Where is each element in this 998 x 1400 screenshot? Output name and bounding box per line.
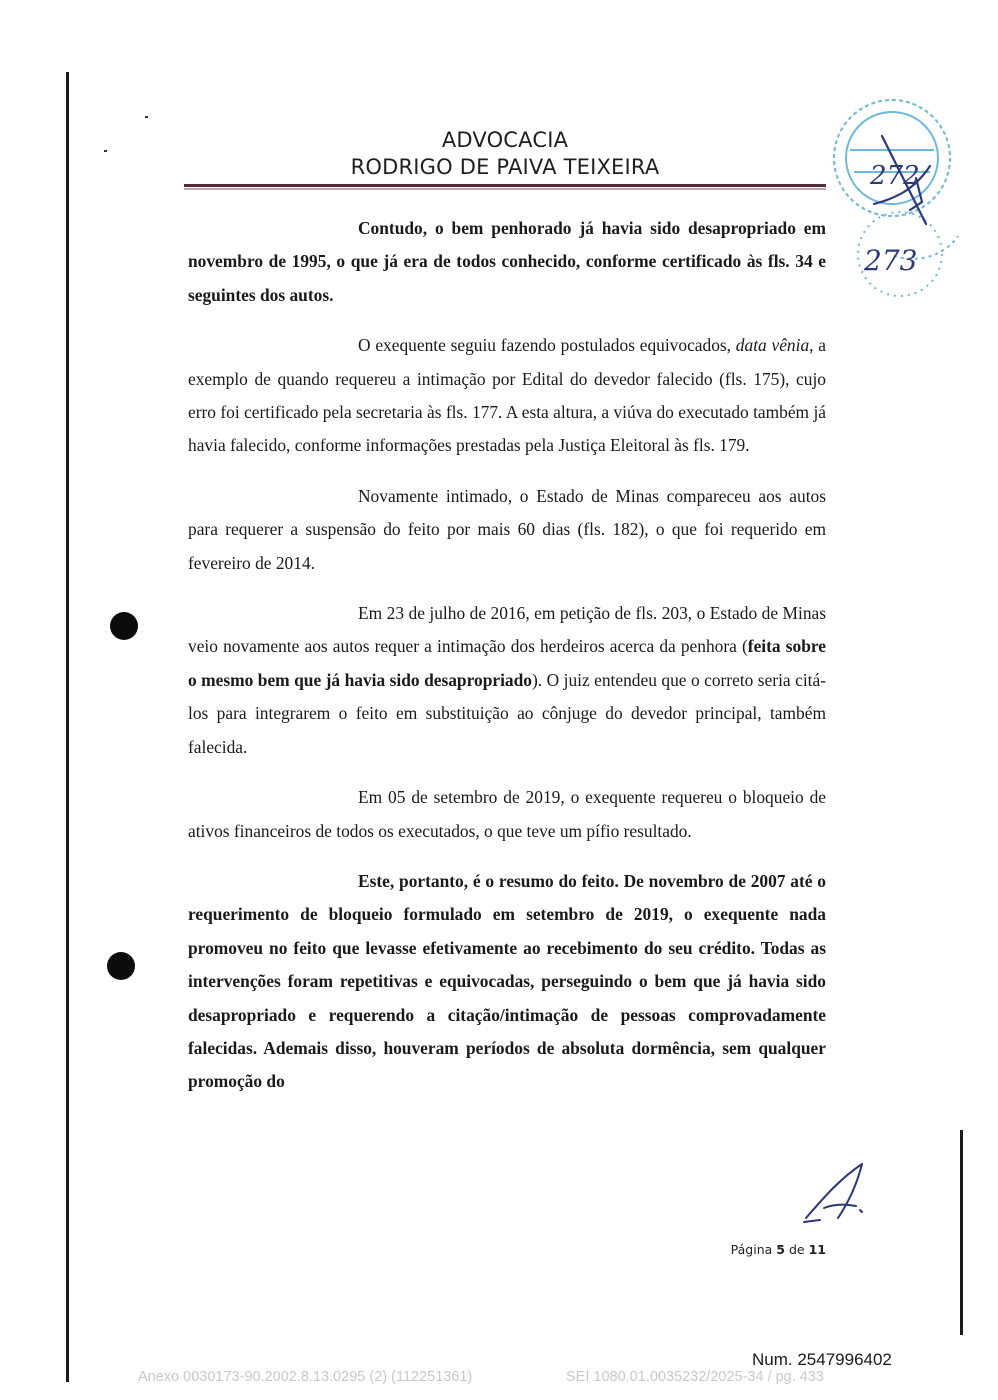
scan-speck (104, 150, 107, 152)
paragraph-6: Este, portanto, é o resumo do feito. De novembro de 2007 até o requerimento de bloqueio formulado em setembro de 2019, o exequente nada promoveu no feito que levasse efetivamente ao recebimento do seu crédito. Todas as intervenções foram repetitivas e equivocadas, perseguindo o bem que já havia sido desapropriado e requerendo a citação/intimação de pessoas comprovadamente falecidas. Ademais disso, houveram períodos de absoluta dormência, sem qualquer promoção do (188, 870, 826, 1092)
latin-phrase: data vênia (735, 335, 810, 356)
emphasis-bold: feita sobre o mesmo bem que já havia sido desapropriado (188, 636, 826, 690)
letterhead-line-1: ADVOCACIA (441, 128, 569, 152)
court-stamp (830, 86, 962, 300)
document-body (188, 212, 826, 1099)
scan-edge-left (66, 72, 69, 1382)
paragraph-5: Em 05 de setembro de 2019, o exequente requereu o bloqueio de ativos financeiros de todos os executados, o que teve um pífio resultado. (188, 787, 826, 841)
paragraph-3: Novamente intimado, o Estado de Minas compareceu aos autos para requerer a suspensão do feito por mais 60 dias (fls. 182), o que foi requerido em fevereiro de 2014. (188, 485, 826, 573)
paragraph-4: Em 23 de julho de 2016, em petição de fls. 203, o Estado de Minas veio novamente aos autos requer a intimação dos herdeiros acerca da penhora (feita sobre o mesmo bem que já havia sido desapropriado). O juiz entendeu que o correto seria citá-los para integrarem o feito em substituição ao cônjuge do devedor principal, também falecida. (188, 603, 826, 757)
page-number: Página 5 de 11 (730, 1242, 826, 1257)
scan-speck (145, 116, 148, 118)
letterhead-line-2: RODRIGO DE PAIVA TEIXEIRA (350, 155, 660, 179)
footer-annex: Anexo 0030173-90.2002.8.13.0295 (2) (112251361) (138, 1369, 473, 1385)
stamp-handwritten-bottom: 273 (864, 244, 918, 277)
punch-hole-top (110, 612, 138, 640)
paragraph-1: Contudo, o bem penhorado já havia sido desapropriado em novembro de 1995, o que já era de todos conhecido, conforme certificado às fls. 34 e seguintes dos autos. (188, 218, 826, 305)
letterhead (184, 127, 826, 181)
header-rule (184, 184, 826, 187)
scan-edge-right (960, 1130, 963, 1335)
paragraph-2: O exequente seguiu fazendo postulados equivocados, data vênia, a exemplo de quando requereu a intimação por Edital do devedor falecido (fls. 175), cujo erro foi certificado pela secretaria às fls. 177. A esta altura, a viúva do executado também já havia falecido, conforme informações prestadas pela Justiça Eleitoral às fls. 179. (188, 335, 826, 456)
stamp-handwritten-top: 272 (870, 161, 920, 191)
footer-sei-reference: SEI 1080.01.0035232/2025-34 / pg. 433 (566, 1369, 824, 1385)
signature-mark (800, 1160, 870, 1226)
document-number: Num. 2547996402 (752, 1350, 892, 1369)
header-rule-shadow (184, 188, 826, 190)
punch-hole-bottom (107, 952, 135, 980)
